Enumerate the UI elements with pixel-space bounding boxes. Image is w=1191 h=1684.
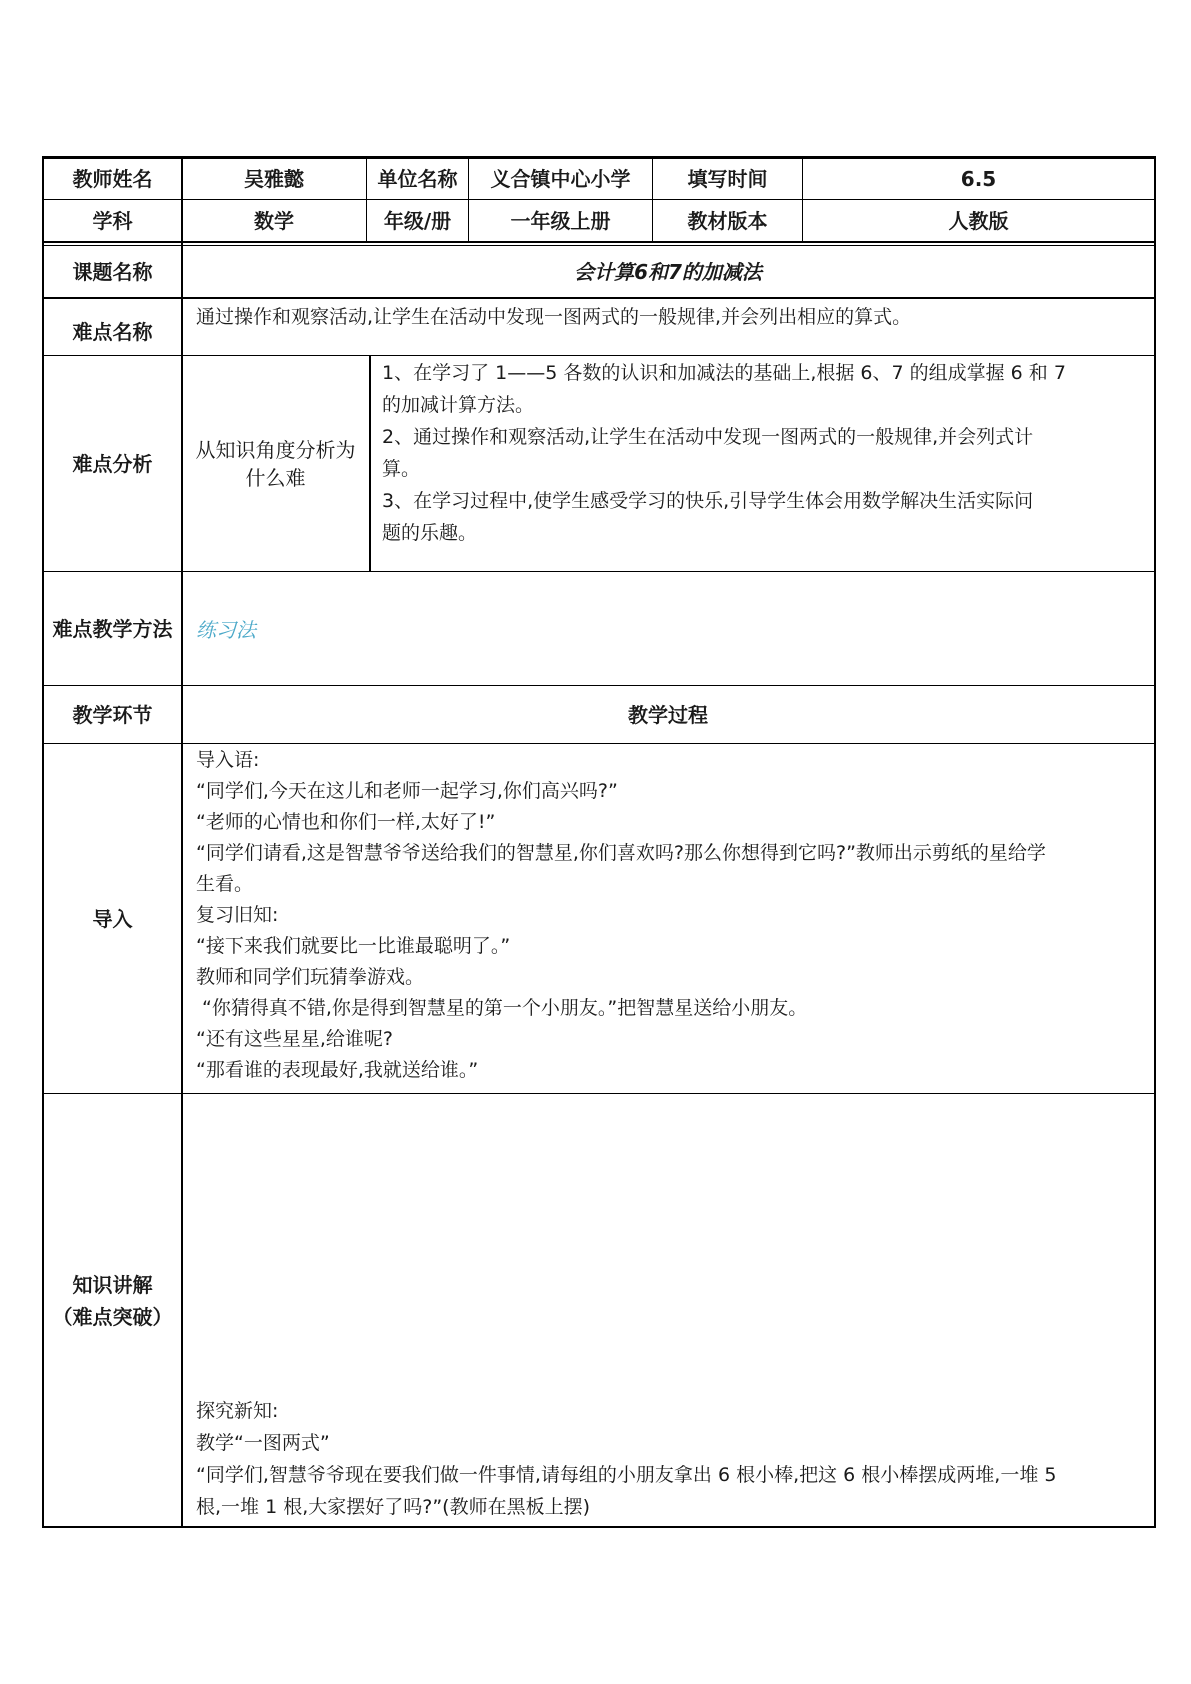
intro-line: “接下来我们就要比一比谁最聪明了。”	[196, 935, 511, 957]
intro-line: 教师和同学们玩猜拳游戏。	[196, 966, 425, 988]
analysis-line: 3、在学习过程中,使学生感受学习的快乐,引导学生体会用数学解决生活实际问	[382, 490, 1034, 512]
analysis-angle-label: 从知识角度分析为什么难	[195, 437, 356, 490]
row-divider	[44, 743, 1154, 744]
teacher-name-label: 教师姓名	[72, 167, 153, 191]
grade-label: 年级/册	[383, 208, 452, 233]
knowledge-content	[196, 1395, 1151, 1523]
knowledge-stage-label	[44, 1269, 181, 1333]
teaching-method-label: 难点教学方法	[52, 616, 173, 641]
teaching-stage-header: 教学环节	[72, 702, 153, 727]
fill-date-value: 6.5	[960, 167, 997, 191]
difficulty-analysis-content	[382, 357, 1152, 549]
knowledge-label-line2: （难点突破）	[52, 1305, 173, 1329]
row-divider	[44, 1093, 1154, 1094]
intro-line: 导入语:	[196, 749, 260, 771]
subject-label: 学科	[92, 208, 133, 233]
knowledge-line: 根,一堆 1 根,大家摆好了吗?”(教师在黑板上摆)	[196, 1496, 591, 1518]
grade-value: 一年级上册	[510, 208, 611, 233]
teaching-process-header: 教学过程	[628, 702, 708, 727]
analysis-line: 题的乐趣。	[382, 522, 478, 544]
analysis-line: 的加减计算方法。	[382, 394, 535, 416]
intro-line: “同学们请看,这是智慧爷爷送给我们的智慧星,你们喜欢吗?那么你想得到它吗?”教师出示剪纸的星给学	[196, 842, 1046, 864]
analysis-line: 1、在学习了 1——5 各数的认识和加减法的基础上,根据 6、7 的组成掌握 6 和 7	[382, 362, 1066, 384]
analysis-line: 算。	[382, 458, 421, 480]
intro-line: “你猜得真不错,你是得到智慧星的第一个小朋友。”把智慧星送给小朋友。	[196, 997, 808, 1019]
topic-label: 课题名称	[72, 259, 153, 284]
intro-line: “还有这些星星,给谁呢?	[196, 1028, 393, 1050]
lesson-plan-table	[42, 156, 1156, 1528]
knowledge-line: “同学们,智慧爷爷现在要我们做一件事情,请每组的小朋友拿出 6 根小棒,把这 6 根小棒摆成两堆,一堆 5	[196, 1464, 1057, 1486]
analysis-line: 2、通过操作和观察活动,让学生在活动中发现一图两式的一般规律,并会列式计	[382, 426, 1034, 448]
difficulty-name-value: 通过操作和观察活动,让学生在活动中发现一图两式的一般规律,并会列出相应的算式。	[196, 306, 912, 328]
row-divider	[44, 241, 1154, 243]
textbook-edition-value: 人教版	[948, 208, 1009, 233]
intro-content	[196, 745, 1151, 1086]
teaching-method-value: 练习法	[196, 618, 256, 642]
textbook-edition-label: 教材版本	[687, 208, 768, 233]
subject-value: 数学	[254, 208, 294, 233]
difficulty-analysis-label: 难点分析	[72, 451, 153, 476]
teacher-name-value: 吴雅懿	[244, 167, 304, 191]
intro-line: 复习旧知:	[196, 904, 279, 926]
col-divider	[369, 355, 371, 571]
knowledge-line: 探究新知:	[196, 1400, 279, 1422]
row-divider	[44, 571, 1154, 572]
school-value: 义合镇中心小学	[490, 167, 631, 191]
intro-line: “老师的心情也和你们一样,太好了!”	[196, 811, 496, 833]
school-label: 单位名称	[377, 167, 458, 191]
intro-line: “那看谁的表现最好,我就送给谁。”	[196, 1059, 479, 1081]
intro-stage-label: 导入	[92, 906, 133, 931]
intro-line: 生看。	[196, 873, 254, 895]
difficulty-name-label: 难点名称	[72, 320, 153, 344]
row-divider	[44, 297, 1154, 299]
knowledge-line: 教学“一图两式”	[196, 1432, 330, 1454]
fill-date-label: 填写时间	[687, 167, 768, 191]
topic-value: 会计算6和7的加减法	[574, 259, 762, 284]
intro-line: “同学们,今天在这儿和老师一起学习,你们高兴吗?”	[196, 780, 618, 802]
knowledge-label-line1: 知识讲解	[72, 1273, 153, 1297]
